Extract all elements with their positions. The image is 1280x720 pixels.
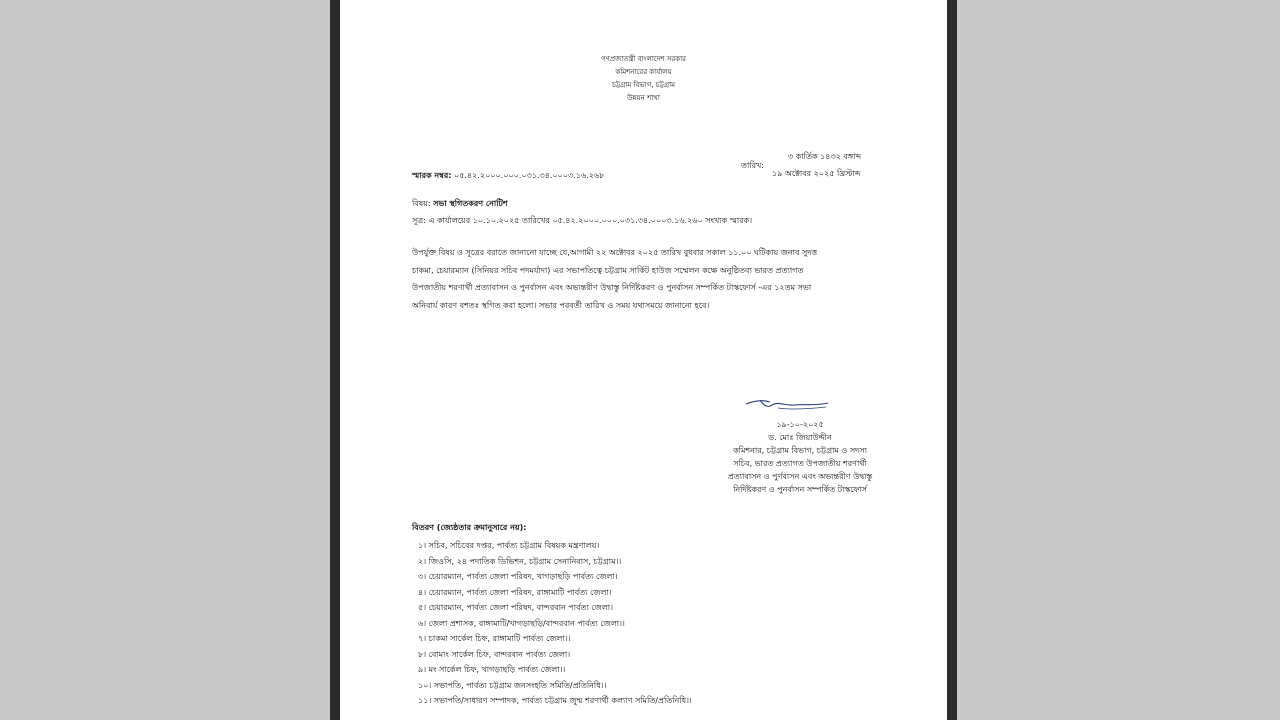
signatory-name: ড. মোঃ জিয়াউদ্দীন xyxy=(768,433,832,442)
body-line-1: উপর্যুক্ত বিষয় ও সূত্রের বরাতে জানানো যাচ্ছে যে,আগামী ২২ অক্টোবর ২০২৫ তারিখ বুধবার সকাল ১১.০০ ঘটিকায় জনাব সুদত্ত xyxy=(412,248,818,257)
list-item: ৮। বোমাং সার্কেল চিফ, বান্দরবান পার্বত্য জেলা। xyxy=(418,649,571,659)
list-item: ১১। সভাপতি/সাধারণ সম্পাদক, পার্বত্য চট্টগ্রাম জুম্ম শরণার্থী কল্যাণ সমিতি/প্রতিনিধি।। xyxy=(418,696,692,705)
page-border-right xyxy=(947,0,957,720)
date-english: ১৯ অক্টোবর ২০২৫ খ্রিস্টাব্দ xyxy=(772,169,861,178)
list-item: ৩। চেয়ারম্যান, পার্বত্য জেলা পরিষদ, খাগড়াছড়ি পার্বত্য জেলা। xyxy=(418,572,618,581)
page-border-left xyxy=(330,0,340,720)
signature-image xyxy=(742,394,834,414)
signatory-title-1: কমিশনার, চট্টগ্রাম বিভাগ, চট্টগ্রাম ও সদস্য xyxy=(733,446,867,455)
header-division: চট্টগ্রাম বিভাগ, চট্টগ্রাম xyxy=(611,81,676,89)
document-page[interactable] xyxy=(340,0,947,720)
memo-label: স্মারক নম্বর: xyxy=(412,171,452,180)
signatory-title-3: প্রত্যাবাসন ও পুর্ণবাসন এবং অভ্যন্তরীণ উদ্বাস্তু xyxy=(727,472,873,481)
list-item: ১০। সভাপতি, পার্বত্য চট্টগ্রাম জনসংহতি সমিতি/প্রতিনিধি।। xyxy=(418,680,607,690)
body-line-4: অনিবার্য কারণ বশতঃ স্থগিত করা হলো। সভার পরবর্তী তারিখ ও সময় যথাসময়ে জানানো হবে। xyxy=(412,300,710,310)
header-office: কমিশনারের কার্যালয় xyxy=(615,68,672,76)
body-paragraph xyxy=(412,244,882,314)
list-item: ৪। চেয়ারম্যান, পার্বত্য জেলা পরিষদ, রাঙ্গামাটি পার্বত্য জেলা। xyxy=(418,587,612,597)
signatory-title-4: নির্দিষ্টকরণ ও পুনর্বাসন সম্পর্কিত টাস্কফোর্স xyxy=(733,485,867,494)
date-bangla: ৩ কার্তিক ১৪৩২ বঙ্গাব্দ xyxy=(788,152,862,161)
subject-label: বিষয়: xyxy=(412,199,431,208)
body-line-3: উপজাতীয় শরণার্থী প্রত্যাবাসন ও পুনর্বাসন এবং অভ্যন্তরীণ উদ্বাস্তু নির্দিষ্টকরণ ও পুনর্বাসন সম্পর্কিত টাস্কফোর্স -এর ১২তম সভা xyxy=(412,283,812,292)
reference-text: সূত্র: এ কার্যালয়ের ১০.১০.২০২৫ তারিখের ০৫.৪২.২০০০.০০০.০৩১.৩৪.০০০৩.১৬.২৬০ সংখ্যক স্মারক। xyxy=(412,216,753,225)
signature-date: ১৯-১০-২০২৫ xyxy=(776,420,824,429)
body-line-2: চাকমা, চেয়ারম্যান (সিনিয়র সচিব পদমর্যাদা) এর সভাপতিত্বে চট্টগ্রাম সার্কিট হাউজ সম্মেলন কক্ষে অনুষ্ঠিতব্য ভারত প্রত্যাগত xyxy=(412,265,804,275)
list-item: ৭। চাকমা সার্কেল চিফ, রাঙ্গামাটি পার্বত্য জেলা।। xyxy=(418,634,571,643)
list-item: ৫। চেয়ারম্যান, পার্বত্য জেলা পরিষদ, বান্দরবান পার্বত্য জেলা। xyxy=(418,603,613,612)
list-item: ২। জিওসি, ২৪ পদাতিক ডিভিশন, চট্টগ্রাম সেনানিবাস, চট্টগ্রাম।। xyxy=(418,556,622,566)
date-label: তারিখ: xyxy=(741,161,764,170)
distribution-heading: বিতরণ (জ্যেষ্ঠতার ক্রমানুসারে নয়): xyxy=(412,523,527,532)
list-item: ১। সচিব, সচিবের দপ্তর, পার্বত্য চট্টগ্রাম বিষয়ক মন্ত্রণালয়। xyxy=(418,541,600,550)
signature-block xyxy=(680,418,920,496)
distribution-list xyxy=(418,538,692,709)
list-item: ৯। মং সার্কেল চিফ, খাগড়াছড়ি পার্বত্য জেলা।। xyxy=(418,665,566,674)
header-branch: উন্নয়ন শাখা xyxy=(627,94,660,102)
header-government: গণপ্রজাতন্ত্রী বাংলাদেশ সরকার xyxy=(601,55,686,63)
subject-text: সভা স্থগিতকরণ নোটিশ xyxy=(433,199,508,208)
memo-number: ০৫.৪২.২০০০.০০০.০৩১.৩৪.০০০৩.১৬.২৬৮ xyxy=(454,171,605,180)
subject-row xyxy=(412,198,508,211)
memo-row xyxy=(412,170,604,183)
signatory-title-2: সচিব, ভারত প্রত্যাগত উপজাতীয় শরণার্থী xyxy=(733,459,867,468)
list-item: ৬। জেলা প্রশাসক, রাঙ্গামাটি/খাগড়াছড়ি/বান্দরবান পার্বত্য জেলা।। xyxy=(418,618,625,628)
